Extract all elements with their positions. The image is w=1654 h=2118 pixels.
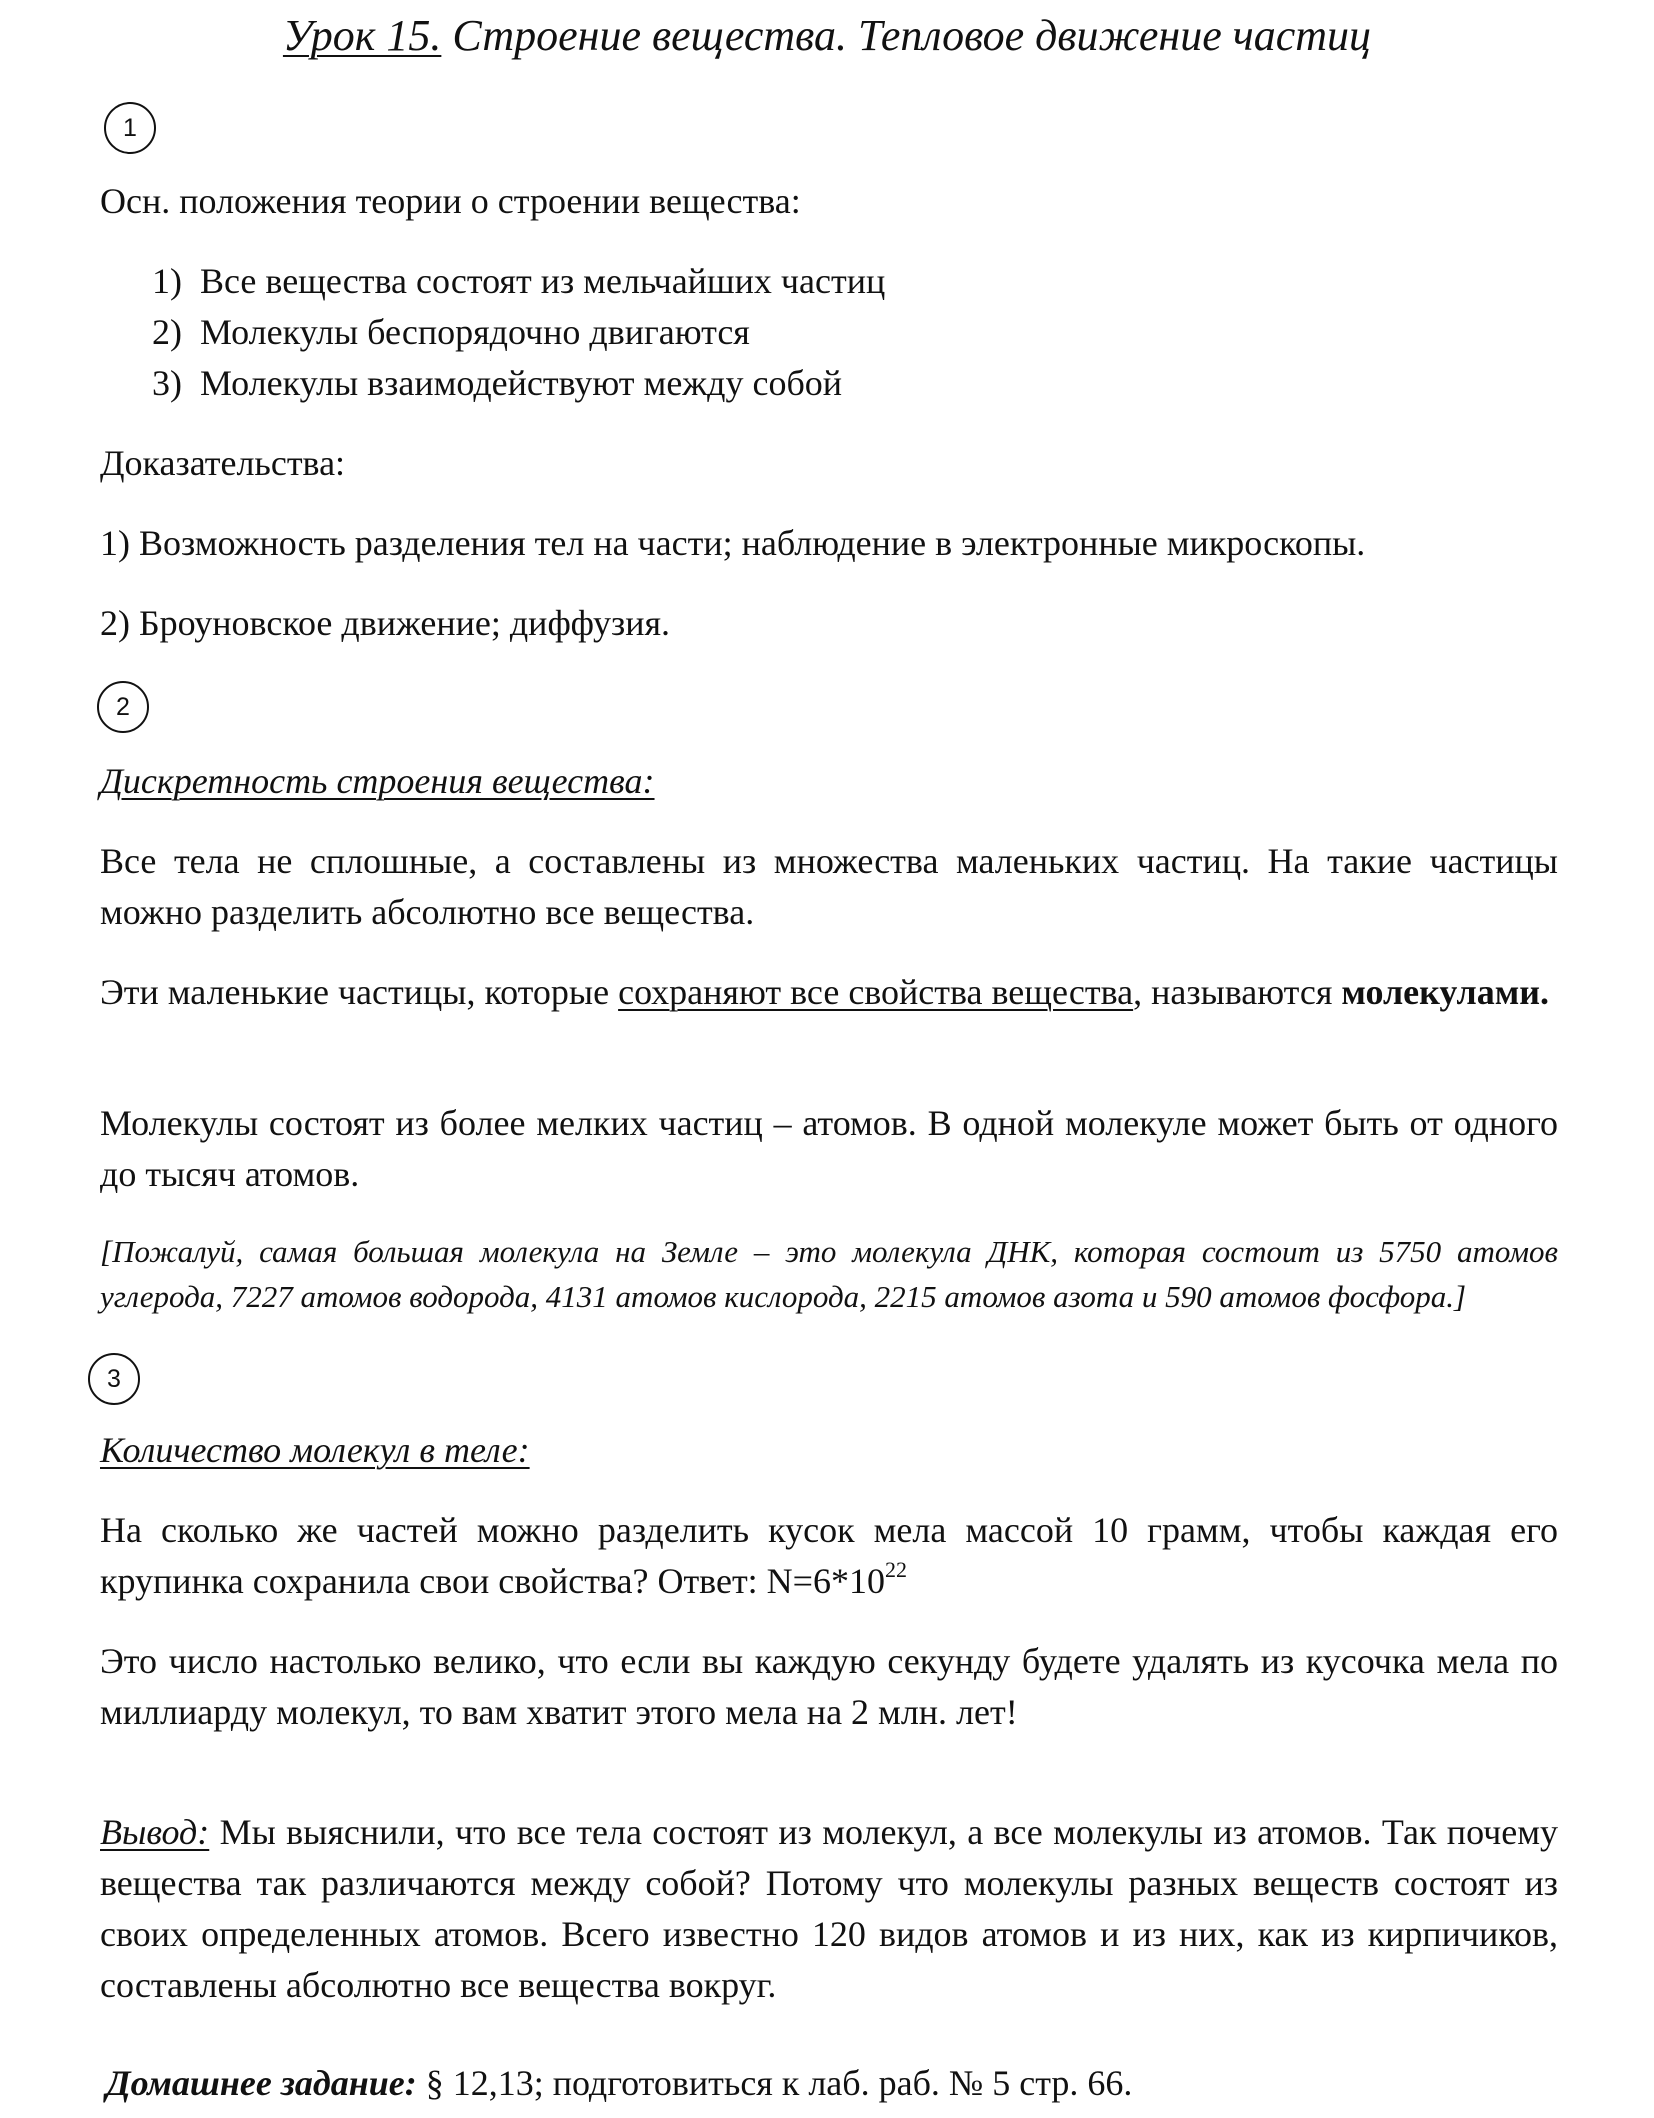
conclusion-paragraph: Вывод: Мы выяснили, что все тела состоят из молекул, а все молекулы из атомов. Так почему вещества так различаются между собой? Потому что молекулы разных веществ состоят из своих определенных атомов. Всего известно 120 видов атомов и из них, как из кирпичиков, составлены абсолютно все вещества вокруг. <box>100 1812 1558 2005</box>
section3-heading: Количество молекул в теле: <box>100 1430 530 1470</box>
theory-list-item-1: 1) Все вещества состоят из мельчайших частиц <box>152 261 886 301</box>
bold-term: молекулами. <box>1341 972 1549 1012</box>
theory-list-item-3: 3) Молекулы взаимодействуют между собой <box>152 363 843 403</box>
atoms-paragraph: Молекулы состоят из более мелких частиц – атомов. В одной молекуле может быть от одного до тысяч атомов. <box>100 1103 1558 1194</box>
page-title <box>0 8 1654 64</box>
evidence-heading: Доказательства: <box>100 443 346 483</box>
homework-line: Домашнее задание: § 12,13; подготовиться к лаб. раб. № 5 стр. 66. <box>106 2063 1133 2103</box>
underlined-phrase: сохраняют все свойства вещества <box>618 972 1134 1012</box>
theory-list-item-2: 2) Молекулы беспорядочно двигаются <box>152 312 750 352</box>
lesson-topic: Строение вещества. Тепловое движение частиц <box>441 11 1372 60</box>
conclusion-label: Вывод: <box>100 1812 210 1852</box>
homework-label: Домашнее задание: <box>106 2063 417 2103</box>
evidence-item-1: 1) Возможность разделения тел на части; наблюдение в электронные микроскопы. <box>100 523 1366 563</box>
section-marker-3: 3 <box>88 1353 140 1405</box>
exponent: 22 <box>885 1557 907 1582</box>
section-marker-1: 1 <box>104 102 156 154</box>
lesson-label: Урок 15. <box>282 11 442 60</box>
theory-intro: Осн. положения теории о строении вещества: <box>100 181 801 221</box>
molecule-definition-paragraph: Эти маленькие частицы, которые сохраняют все свойства вещества, называются молекулами. <box>100 972 1549 1012</box>
dna-note: [Пожалуй, самая большая молекула на Земле – это молекула ДНК, которая состоит из 5750 атомов углерода, 7227 атомов водорода, 4131 атомов кислорода, 2215 атомов азота и 590 атомов фосфора.] <box>100 1234 1558 1314</box>
big-number-paragraph: Это число настолько велико, что если вы каждую секунду будете удалять из кусочка мела по миллиарду молекул, то вам хватит этого мела на 2 млн. лет! <box>100 1641 1558 1732</box>
section-marker-2: 2 <box>97 681 149 733</box>
chalk-question-paragraph: На сколько же частей можно разделить кусок мела массой 10 грамм, чтобы каждая его крупинка сохранила свои свойства? Ответ: $N=6*10^{22}$ <box>100 1510 1558 1601</box>
evidence-item-2: 2) Броуновское движение; диффузия. <box>100 603 671 643</box>
discreteness-paragraph: Все тела не сплошные, а составлены из множества маленьких частиц. На такие частицы можно разделить абсолютно все вещества. <box>100 841 1558 932</box>
section2-heading: Дискретность строения вещества: <box>100 761 655 801</box>
